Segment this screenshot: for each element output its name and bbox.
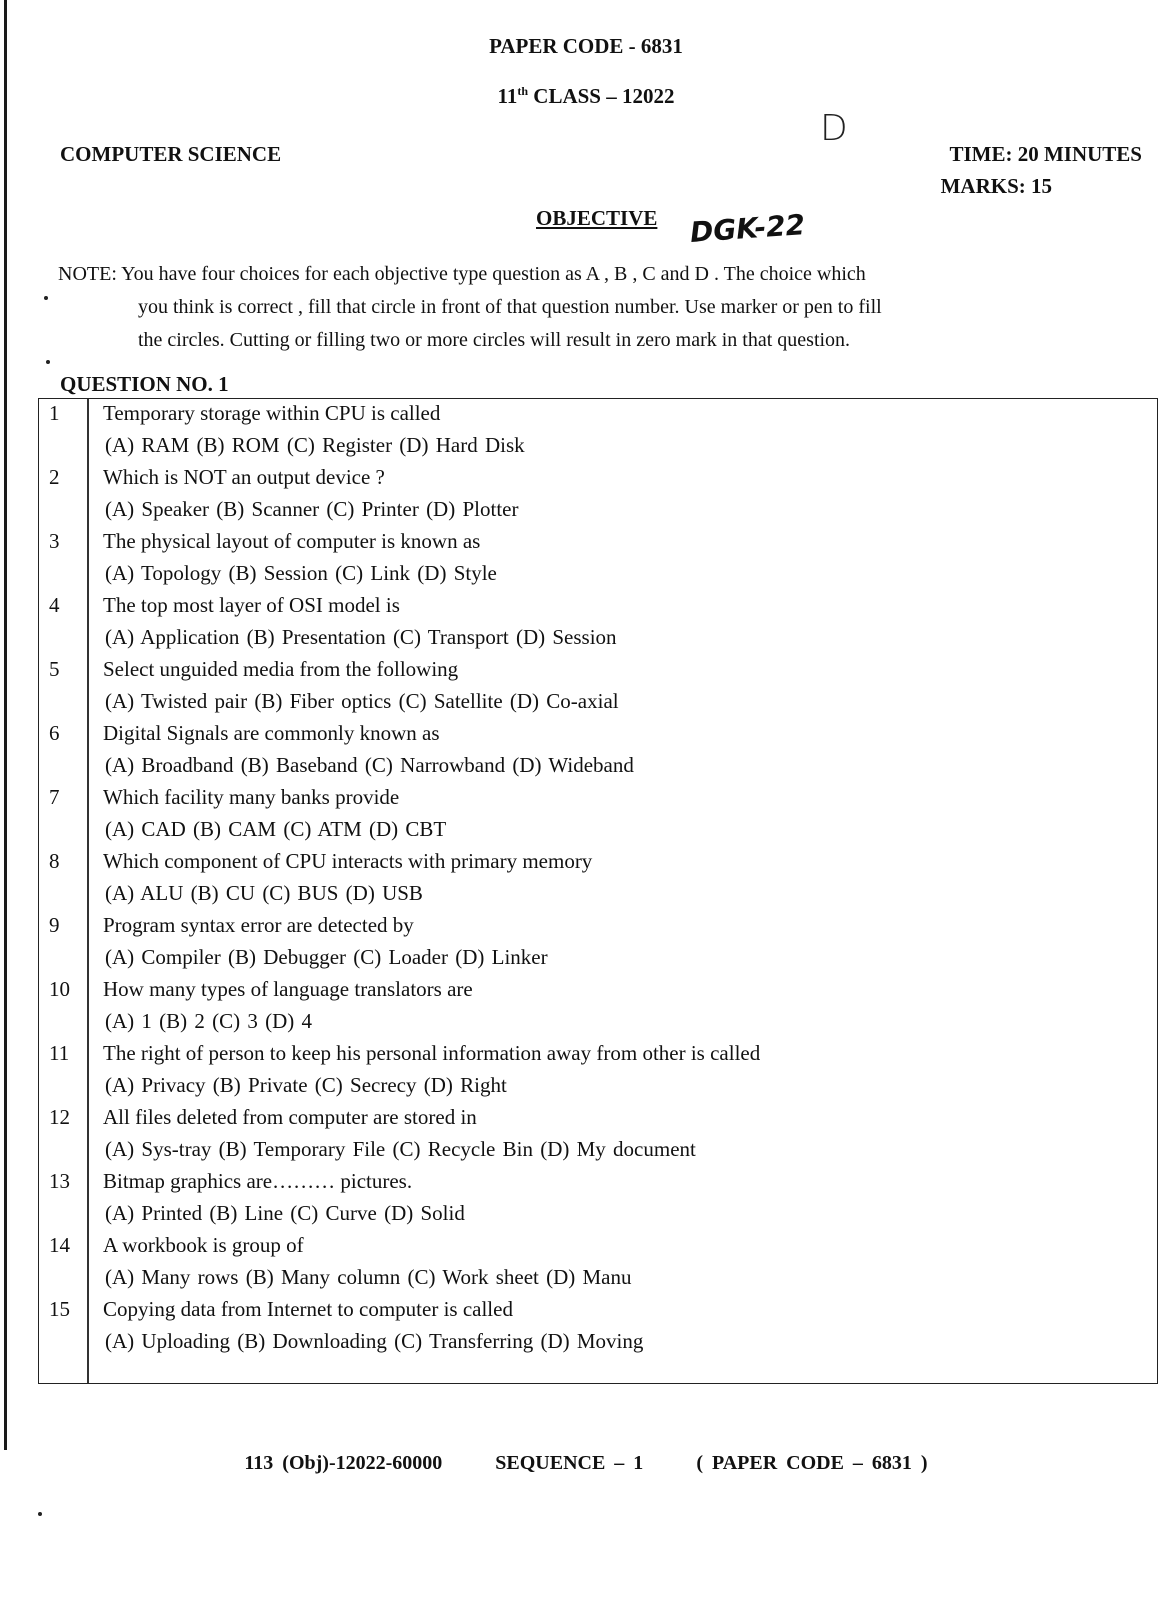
class-heading [0, 84, 1172, 109]
subject-title: COMPUTER SCIENCE [60, 142, 282, 166]
question-text: Program syntax error are detected by [103, 913, 414, 937]
question-number: 13 [49, 1169, 70, 1193]
question-options: (A) 1 (B) 2 (C) 3 (D) 4 [105, 1009, 313, 1033]
question-options: (A) Compiler (B) Debugger (C) Loader (D) Linker [105, 945, 548, 969]
question-text: Bitmap graphics are……… pictures. [103, 1169, 413, 1193]
question-row [39, 719, 1157, 785]
question-row [39, 975, 1157, 1041]
question-options: (A) CAD (B) CAM (C) ATM (D) CBT [105, 817, 447, 841]
question-options: (A) RAM (B) ROM (C) Register (D) Hard Disk [105, 433, 525, 457]
handwritten-d-mark: D [820, 108, 848, 149]
question-row [39, 527, 1157, 593]
time-allowed: TIME: 20 MINUTES [949, 142, 1142, 166]
question-row [39, 1167, 1157, 1233]
question-text: The top most layer of OSI model is [103, 593, 400, 617]
handwritten-board-code: DGK-22 [688, 208, 807, 249]
question-number: 10 [49, 977, 70, 1001]
question-heading: QUESTION NO. 1 [60, 372, 229, 396]
question-text: Which is NOT an output device ? [103, 465, 385, 489]
question-row [39, 655, 1157, 721]
question-number: 2 [49, 465, 60, 489]
question-number: 6 [49, 721, 60, 745]
page-footer [0, 1452, 1172, 1475]
scan-speck [46, 360, 50, 364]
question-options: (A) Twisted pair (B) Fiber optics (C) Satellite (D) Co-axial [105, 689, 619, 713]
left-margin-rule [4, 0, 7, 1450]
question-options: (A) Uploading (B) Downloading (C) Transferring (D) Moving [105, 1329, 644, 1353]
question-text: A workbook is group of [103, 1233, 304, 1257]
question-text: All files deleted from computer are stored in [103, 1105, 477, 1129]
question-text: Which facility many banks provide [103, 785, 400, 809]
note-line-3: the circles. Cutting or filling two or more circles will result in zero mark in that question. [138, 329, 851, 351]
question-number: 5 [49, 657, 60, 681]
instructions-note [58, 258, 1078, 357]
question-number: 14 [49, 1233, 70, 1257]
question-number: 8 [49, 849, 60, 873]
paper-code-heading: PAPER CODE - 6831 [489, 34, 683, 58]
question-number: 4 [49, 593, 60, 617]
note-line-1: NOTE: You have four choices for each objective type question as A , B , C and D . The choice which [58, 263, 866, 285]
question-number: 15 [49, 1297, 70, 1321]
class-rest: CLASS – 12022 [528, 84, 675, 108]
question-text: Digital Signals are commonly known as [103, 721, 440, 745]
footer-sequence: SEQUENCE – 1 [495, 1452, 644, 1474]
question-number: 9 [49, 913, 60, 937]
question-text: Select unguided media from the following [103, 657, 459, 681]
question-options: (A) Topology (B) Session (C) Link (D) Style [105, 561, 497, 585]
question-text: The physical layout of computer is known as [103, 529, 481, 553]
note-line-2: you think is correct , fill that circle in front of that question number. Use marker or pen to fill [138, 296, 882, 318]
question-options: (A) Sys-tray (B) Temporary File (C) Recycle Bin (D) My document [105, 1137, 696, 1161]
question-row [39, 1039, 1157, 1105]
question-text: Which component of CPU interacts with primary memory [103, 849, 593, 873]
question-text: The right of person to keep his personal information away from other is called [103, 1041, 761, 1065]
scan-speck [38, 1512, 42, 1516]
question-text: Temporary storage within CPU is called [103, 401, 441, 425]
footer-paper-code: ( PAPER CODE – 6831 ) [696, 1452, 928, 1474]
question-number: 3 [49, 529, 60, 553]
question-text: Copying data from Internet to computer is called [103, 1297, 513, 1321]
question-number: 12 [49, 1105, 70, 1129]
question-options: (A) ALU (B) CU (C) BUS (D) USB [105, 881, 423, 905]
question-number: 7 [49, 785, 60, 809]
question-row [39, 1295, 1157, 1361]
scan-speck [44, 296, 48, 300]
question-options: (A) Speaker (B) Scanner (C) Printer (D) Plotter [105, 497, 519, 521]
question-row [39, 463, 1157, 529]
class-superscript: th [517, 84, 529, 98]
question-text: How many types of language translators are [103, 977, 473, 1001]
question-options: (A) Many rows (B) Many column (C) Work sheet (D) Manu [105, 1265, 632, 1289]
question-row [39, 911, 1157, 977]
footer-print-code: 113 (Obj)-12022-60000 [244, 1452, 443, 1474]
total-marks: MARKS: 15 [940, 174, 1052, 198]
question-options: (A) Printed (B) Line (C) Curve (D) Solid [105, 1201, 465, 1225]
question-row [39, 1103, 1157, 1169]
question-number: 1 [49, 401, 60, 425]
question-row [39, 847, 1157, 913]
objective-heading: OBJECTIVE [536, 206, 658, 230]
question-row [39, 399, 1157, 465]
class-number: 11 [497, 84, 518, 108]
question-table [38, 398, 1158, 1384]
question-options: (A) Broadband (B) Baseband (C) Narrowband (D) Wideband [105, 753, 634, 777]
question-row [39, 591, 1157, 657]
question-options: (A) Application (B) Presentation (C) Transport (D) Session [105, 625, 617, 649]
question-row [39, 783, 1157, 849]
question-options: (A) Privacy (B) Private (C) Secrecy (D) Right [105, 1073, 507, 1097]
question-row [39, 1231, 1157, 1297]
question-number: 11 [49, 1041, 70, 1065]
